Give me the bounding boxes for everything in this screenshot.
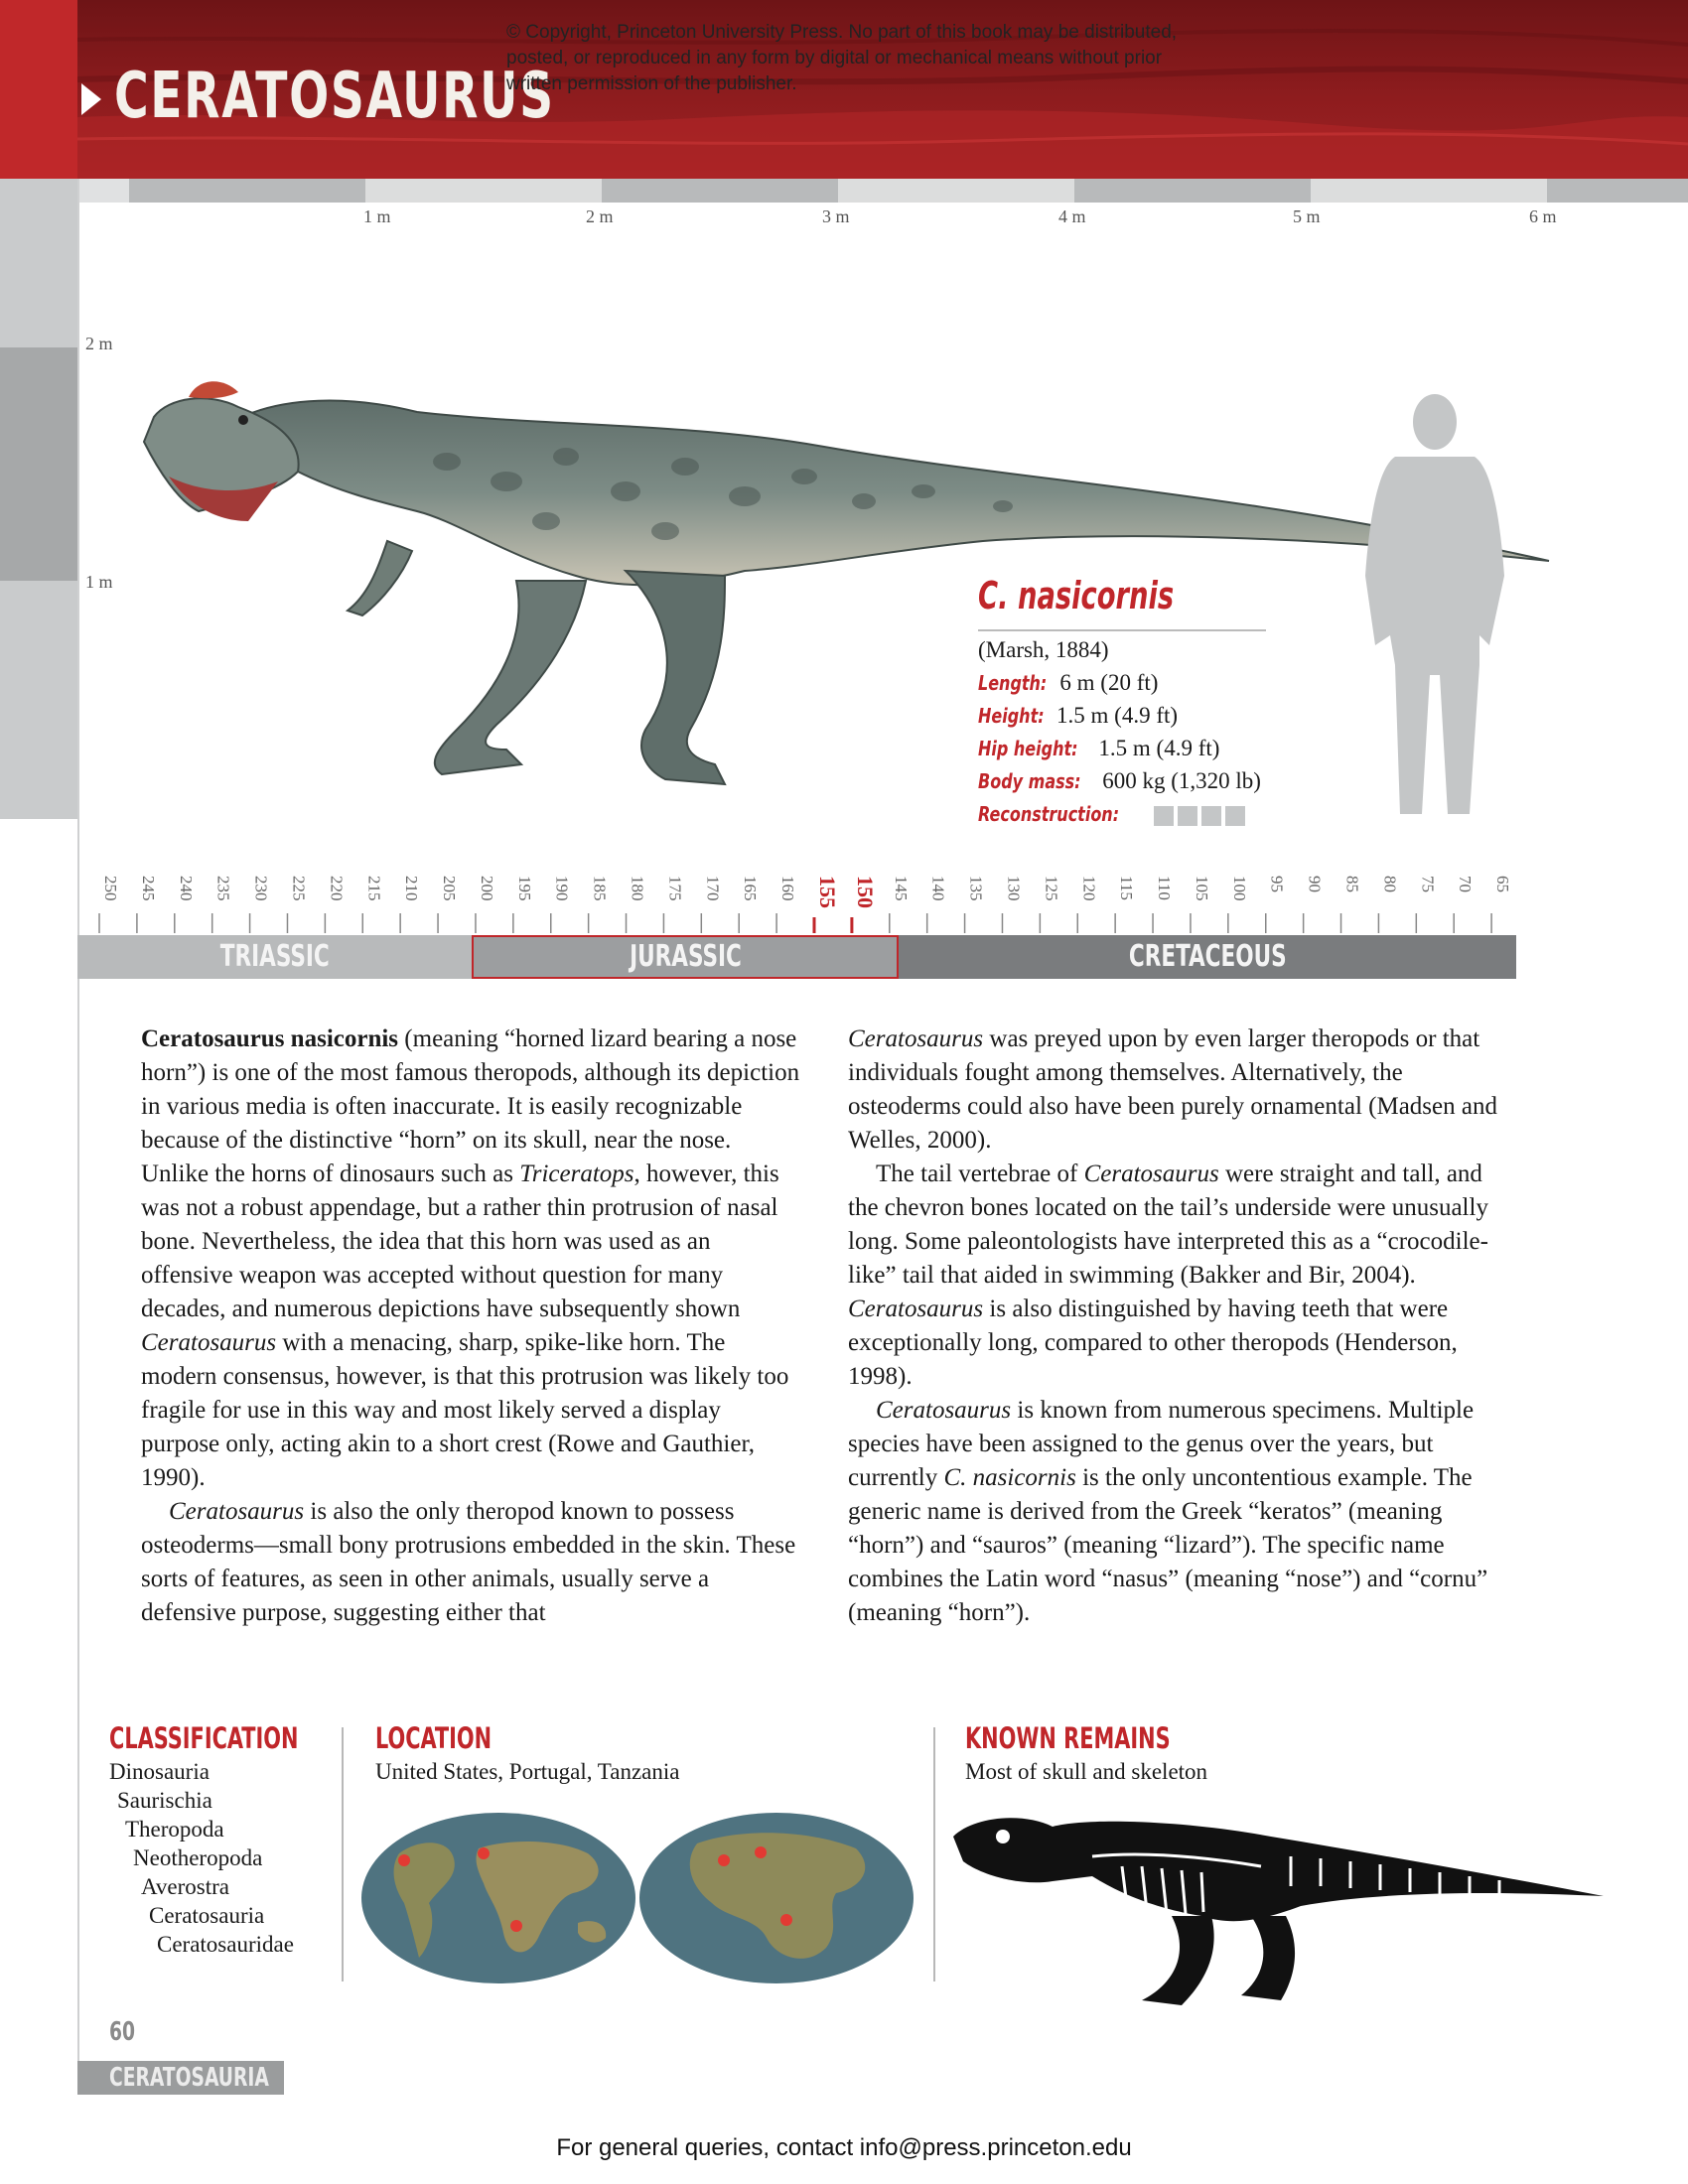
tick-label: 130 bbox=[1004, 876, 1024, 901]
timeline-tick bbox=[589, 876, 610, 933]
scale-label: 1 m bbox=[85, 572, 113, 592]
header-accent bbox=[0, 0, 77, 179]
timeline-tick bbox=[1266, 876, 1287, 933]
reconstruction-box bbox=[1178, 806, 1197, 826]
tick-label: 200 bbox=[477, 876, 496, 901]
timeline-tick bbox=[1378, 876, 1399, 933]
paragraph: Ceratosaurus is known from numerous specimens. Multiple species have been assigned to the genus over the years, but currently C. nasicornis is the only uncontentious example. The generic name is derived from the Greek “keratos” (meaning “horn”) and “sauros” (meaning “lizard”). The specific name combines the Latin word “nasus” (meaning “nose”) and “cornu” (meaning “horn”). bbox=[848, 1397, 1488, 1626]
scale-label: 5 m bbox=[1293, 206, 1321, 226]
timeline-tick bbox=[1341, 876, 1362, 933]
tick-label: 100 bbox=[1229, 876, 1249, 901]
tick-label: 90 bbox=[1305, 876, 1325, 892]
tick-label: 190 bbox=[552, 876, 572, 901]
tick-label: 225 bbox=[289, 876, 309, 901]
scale-label: 3 m bbox=[822, 206, 850, 226]
scale-segment bbox=[1311, 179, 1547, 203]
species-authority: (Marsh, 1884) bbox=[978, 637, 1109, 662]
timeline-tick bbox=[1153, 876, 1174, 933]
reconstruction-rating bbox=[1150, 801, 1245, 826]
tick-label: 95 bbox=[1267, 876, 1287, 892]
timeline-tick bbox=[1115, 876, 1136, 933]
reconstruction-box bbox=[1201, 806, 1221, 826]
taxon: Ceratosauria bbox=[149, 1903, 265, 1928]
tick-label: 80 bbox=[1380, 876, 1400, 892]
stat-body-mass bbox=[978, 768, 1261, 794]
page-title: CERATOSAURUS bbox=[114, 60, 555, 133]
era-highlight bbox=[472, 935, 899, 979]
timeline-tick bbox=[1416, 876, 1437, 933]
timeline-tick bbox=[1191, 876, 1211, 933]
stat-length bbox=[978, 670, 1158, 696]
location-heading: LOCATION bbox=[375, 1721, 492, 1755]
stat-label: Height: bbox=[978, 704, 1045, 728]
reconstruction-box bbox=[1225, 806, 1245, 826]
stat-value: 1.5 m (4.9 ft) bbox=[1098, 736, 1220, 760]
timeline-tick bbox=[1228, 876, 1249, 933]
scale-label: 1 m bbox=[363, 206, 391, 226]
tick-label: 155 bbox=[815, 876, 840, 908]
taxon: Neotheropoda bbox=[133, 1845, 263, 1870]
species-divider bbox=[978, 629, 1266, 631]
section-tag-label: CERATOSAURIA bbox=[109, 2063, 269, 2093]
tick-label: 110 bbox=[1155, 876, 1175, 900]
reconstruction-box bbox=[1154, 806, 1174, 826]
era-jurassic: JURASSIC bbox=[472, 935, 899, 979]
timeline-tick bbox=[250, 876, 271, 933]
section-divider bbox=[342, 1727, 344, 1981]
timeline-tick bbox=[965, 876, 986, 933]
taxon: Averostra bbox=[141, 1874, 229, 1899]
tick-label: 195 bbox=[514, 876, 534, 901]
timeline-tick bbox=[513, 876, 534, 933]
scale-label: 6 m bbox=[1529, 206, 1557, 226]
stat-height bbox=[978, 703, 1178, 729]
stat-reconstruction bbox=[978, 801, 1245, 827]
footer-contact: For general queries, contact info@press.princeton.edu bbox=[556, 2134, 1132, 2161]
tick-label: 65 bbox=[1493, 876, 1513, 892]
timeline-tick bbox=[137, 876, 158, 933]
tick-label: 85 bbox=[1342, 876, 1362, 892]
paragraph: Ceratosaurus is also the only theropod known to possess osteoderms—small bony protrusions embedded in the skin. These sorts of features, as seen in other animals, usually serve a defensive purpose, suggesting either that bbox=[141, 1498, 796, 1626]
timeline-tick bbox=[175, 876, 196, 933]
stat-value: 600 kg (1,320 lb) bbox=[1102, 768, 1261, 793]
scale-bar bbox=[79, 179, 1688, 203]
tick-label: 150 bbox=[852, 876, 878, 908]
timeline-tick bbox=[1002, 876, 1023, 933]
tick-label: 240 bbox=[176, 876, 196, 901]
paragraph: Ceratosaurus nasicornis (meaning “horned lizard bearing a nose horn”) is one of the most famous theropods, although its depiction in various media is often inaccurate. It is easily recognizable because of the distinctive “horn” on its skull, near the nose. Unlike the horns of dinosaurs such as Triceratops, however, this was not a robust appendage, but a rather thin protrusion of nasal bone. Nevertheless, the idea that this horn was used as an offensive weapon was accepted without question for many decades, and numerous depictions have subsequently shown Ceratosaurus with a menacing, sharp, spike-like horn. The modern consensus, however, is that this protrusion was likely too fragile for use in this way and most likely served a display purpose only, acting akin to a short crest (Rowe and Gauthier, 1990). bbox=[141, 1025, 800, 1491]
timeline-tick bbox=[890, 876, 911, 933]
tick-label: 215 bbox=[364, 876, 384, 901]
timeline-tick bbox=[1304, 876, 1325, 933]
era-cretaceous: CRETACEOUS bbox=[899, 935, 1516, 979]
known-remains-heading: KNOWN REMAINS bbox=[965, 1721, 1171, 1755]
scale-segment bbox=[1547, 179, 1688, 203]
location-maps bbox=[359, 1809, 915, 1987]
scale-segment bbox=[1074, 179, 1311, 203]
section-tag bbox=[77, 2061, 284, 2095]
tick-label: 70 bbox=[1456, 876, 1476, 892]
scale-segment bbox=[365, 179, 602, 203]
stat-label: Body mass: bbox=[978, 769, 1081, 793]
tick-label: 210 bbox=[402, 876, 422, 901]
location-text: United States, Portugal, Tanzania bbox=[375, 1759, 680, 1784]
scale-label: 4 m bbox=[1058, 206, 1086, 226]
classification-heading: CLASSIFICATION bbox=[109, 1721, 299, 1755]
tick-label: 165 bbox=[741, 876, 761, 901]
timeline-tick bbox=[287, 876, 308, 933]
stat-label: Length: bbox=[978, 671, 1048, 695]
tick-label: 230 bbox=[251, 876, 271, 901]
timeline-tick bbox=[212, 876, 233, 933]
tick-label: 135 bbox=[966, 876, 986, 901]
timeline-tick bbox=[1454, 876, 1475, 933]
scale-label: 2 m bbox=[85, 334, 113, 353]
timeline-tick bbox=[663, 876, 684, 933]
page-number: 60 bbox=[109, 2017, 136, 2047]
page-rule bbox=[77, 179, 79, 2095]
timeline-tick bbox=[852, 876, 878, 933]
tick-label: 75 bbox=[1418, 876, 1438, 892]
tick-label: 220 bbox=[327, 876, 347, 901]
tick-label: 125 bbox=[1042, 876, 1061, 901]
human-silhouette bbox=[1340, 387, 1519, 824]
species-name: C. nasicornis bbox=[978, 574, 1175, 617]
era-triassic: TRIASSIC bbox=[77, 935, 472, 979]
tick-label: 250 bbox=[101, 876, 120, 901]
tick-label: 175 bbox=[665, 876, 685, 901]
timeline-tick bbox=[476, 876, 496, 933]
stat-hip-height bbox=[978, 736, 1219, 761]
taxon: Dinosauria bbox=[109, 1759, 210, 1784]
timeline-tick bbox=[438, 876, 459, 933]
timeline-tick bbox=[551, 876, 572, 933]
timeline-tick bbox=[739, 876, 760, 933]
timeline-tick bbox=[400, 876, 421, 933]
copyright-notice: © Copyright, Princeton University Press. No part of this book may be distributed, posted, or reproduced in any form by digital or mechanical means without prior written permission of the publisher. bbox=[506, 22, 1178, 94]
tick-label: 115 bbox=[1117, 876, 1137, 900]
stat-label: Reconstruction: bbox=[978, 802, 1120, 826]
scale-label: 2 m bbox=[586, 206, 614, 226]
timeline-tick bbox=[776, 876, 797, 933]
tick-label: 145 bbox=[891, 876, 911, 901]
stat-value: 1.5 m (4.9 ft) bbox=[1056, 703, 1179, 728]
classification-list bbox=[109, 1757, 294, 1959]
scale-segment bbox=[79, 179, 129, 203]
title-arrow-icon bbox=[81, 83, 101, 115]
known-remains-text: Most of skull and skeleton bbox=[965, 1759, 1208, 1784]
timeline-tick bbox=[325, 876, 346, 933]
tick-label: 245 bbox=[138, 876, 158, 901]
timeline-tick bbox=[814, 876, 840, 933]
margin-bar bbox=[0, 581, 77, 819]
tick-label: 120 bbox=[1079, 876, 1099, 901]
stat-value: 6 m (20 ft) bbox=[1059, 670, 1159, 695]
scale-segment bbox=[838, 179, 1074, 203]
taxon: Theropoda bbox=[125, 1817, 224, 1842]
margin-bar bbox=[0, 179, 77, 347]
skeleton-diagram bbox=[943, 1797, 1609, 2015]
tick-label: 140 bbox=[928, 876, 948, 901]
paragraph: The tail vertebrae of Ceratosaurus were straight and tall, and the chevron bones located on the tail’s underside were unusually long. Some paleontologists have interpreted this as a “crocodile-like” tail that aided in swimming (Bakker and Bir, 2004). Ceratosaurus is also distinguished by having teeth that were exceptionally long, compared to other theropods (Henderson, 1998). bbox=[848, 1160, 1488, 1390]
timeline-tick bbox=[1077, 876, 1098, 933]
header-banner bbox=[0, 0, 1688, 179]
timeline-ticks bbox=[87, 874, 1517, 933]
tick-label: 185 bbox=[590, 876, 610, 901]
timeline-tick bbox=[701, 876, 722, 933]
body-column-left bbox=[141, 1023, 801, 1630]
modern-map bbox=[361, 1813, 635, 1983]
tick-label: 235 bbox=[213, 876, 233, 901]
margin-bar bbox=[0, 347, 77, 581]
section-divider bbox=[933, 1727, 935, 1981]
timeline-tick bbox=[99, 876, 120, 933]
tick-label: 105 bbox=[1192, 876, 1211, 901]
tick-label: 180 bbox=[628, 876, 647, 901]
taxon: Saurischia bbox=[117, 1788, 212, 1813]
scale-segment bbox=[602, 179, 838, 203]
tick-label: 205 bbox=[440, 876, 460, 901]
jurassic-map bbox=[639, 1813, 914, 1983]
tick-label: 160 bbox=[778, 876, 798, 901]
timeline-tick bbox=[927, 876, 948, 933]
scale-segment bbox=[129, 179, 365, 203]
stat-label: Hip height: bbox=[978, 737, 1078, 760]
taxon: Ceratosauridae bbox=[157, 1932, 294, 1957]
timeline-tick bbox=[627, 876, 647, 933]
paragraph: Ceratosaurus was preyed upon by even larger theropods or that individuals fought among themselves. Alternatively, the osteoderms could also have been purely ornamental (Madsen and Welles, 2000). bbox=[848, 1025, 1497, 1154]
timeline-tick bbox=[1491, 876, 1512, 933]
tick-label: 170 bbox=[703, 876, 723, 901]
timeline-tick bbox=[1040, 876, 1060, 933]
timeline-tick bbox=[362, 876, 383, 933]
body-column-right bbox=[848, 1023, 1508, 1630]
